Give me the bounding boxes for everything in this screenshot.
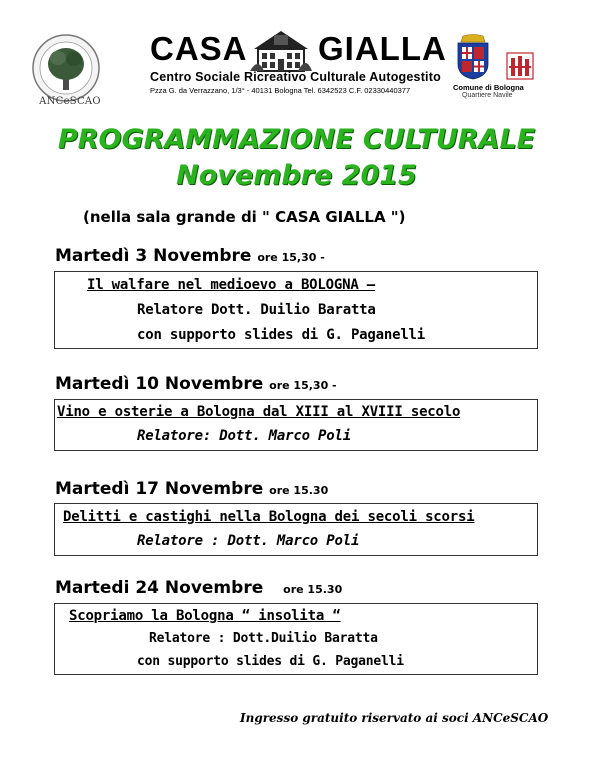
header-subtitle: Centro Sociale Ricreativo Culturale Autogestito [150,70,441,84]
event-speaker: Relatore : Dott. Marco Poli [137,533,360,549]
event-date-text: Martedì 10 Novembre [55,374,264,394]
event-box-2 [54,399,538,451]
event-box-1 [54,271,538,349]
title-casa: CASA [150,30,248,67]
ancescao-logo [30,32,102,104]
venue-note: (nella sala grande di " CASA GIALLA ") [83,208,406,226]
event-title: Scopriamo la Bologna “ insolita “ [69,608,341,624]
comune-label: Comune di Bologna [453,83,524,92]
event-note: con supporto slides di G. Paganelli [137,327,426,343]
ancescao-logo-text: ANCeSCAO [39,96,101,107]
event-time: ore 15.30 [269,484,329,497]
event-title: Vino e osterie a Bologna dal XIII al XVIII secolo [57,404,461,420]
bologna-crest-icon [455,34,491,80]
event-title: Il walfare nel medioevo a BOLOGNA – [87,277,376,293]
event-date-text: Martedì 17 Novembre [55,479,264,499]
event-time: ore 15,30 - [257,251,325,264]
event-date-text: Martedi 24 Novembre [55,578,264,598]
title-gialla: GIALLA [318,30,447,67]
event-date-2 [55,374,337,394]
house-icon [250,27,312,73]
event-title: Delitti e castighi nella Bologna dei secoli scorsi [63,509,475,525]
event-date-1 [55,246,325,266]
quartiere-navile-icon [506,52,534,80]
event-time: ore 15,30 - [269,379,337,392]
event-speaker: Relatore : Dott.Duilio Baratta [149,631,378,646]
event-box-4 [54,603,538,675]
event-date-text: Martedì 3 Novembre [55,246,252,266]
event-time: ore 15.30 [283,583,343,596]
program-month: Novembre 2015 [176,160,417,191]
quartiere-label: Quartiere Navile [462,92,513,99]
program-title: PROGRAMMAZIONE CULTURALE [57,124,536,155]
event-note: con supporto slides di G. Paganelli [137,654,404,669]
event-speaker: Relatore: Dott. Marco Poli [137,428,351,444]
event-date-3 [55,479,328,499]
event-date-4 [55,578,342,598]
footer-note: Ingresso gratuito riservato ai soci ANCeSCAO [240,711,549,725]
event-speaker: Relatore Dott. Duilio Baratta [137,302,376,318]
header-address: Pzza G. da Verrazzano, 1/3° - 40131 Bologna Tel. 6342523 C.F. 02330440377 [150,86,411,95]
event-box-3 [54,503,538,556]
